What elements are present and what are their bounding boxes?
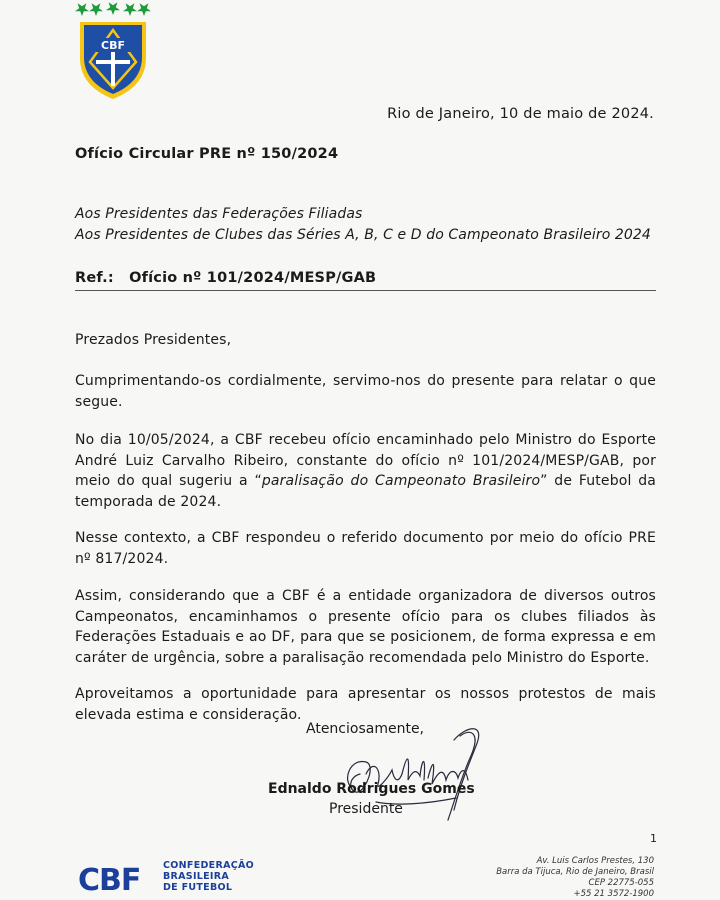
footer-org-line: BRASILEIRA bbox=[163, 871, 230, 882]
addressee-line: Aos Presidentes das Federações Filiadas bbox=[75, 206, 363, 222]
body-paragraph-5: Aproveitamos a oportunidade para apresentar os nossos protestos de mais elevada estima e consideração. bbox=[75, 686, 656, 723]
footer-organization bbox=[163, 860, 254, 893]
cbf-crest-logo bbox=[74, 2, 152, 102]
body-paragraph-2 bbox=[75, 430, 656, 512]
reference-divider bbox=[75, 290, 656, 291]
addressee-line: Aos Presidentes de Clubes das Séries A, B, C e D do Campeonato Brasileiro 2024 bbox=[75, 227, 651, 243]
addressees bbox=[75, 204, 651, 246]
body-paragraph-4: Assim, considerando que a CBF é a entidade organizadora de diversos outros Campeonatos, encaminhamos o presente ofício para os clubes filiados às Federações Estaduais e ao DF, para que se posicionem, de forma expressa e em caráter de urgência, sobre a paralisação recomendada pelo Ministro do Esporte. bbox=[75, 588, 656, 666]
paragraph-text: No dia 10/05/2024, a CBF recebeu ofício encaminhado pelo Ministro do Esporte André Luiz Carvalho Ribeiro, constante do ofício nº 101/2024/MESP/GAB, por meio do qual sugeriu a “ bbox=[75, 432, 656, 489]
signer-role: Presidente bbox=[329, 801, 403, 817]
closing-salutation: Atenciosamente, bbox=[306, 721, 425, 737]
reference-text: Ofício nº 101/2024/MESP/GAB bbox=[129, 270, 377, 286]
footer-org-line: DE FUTEBOL bbox=[163, 882, 233, 893]
footer-org-line: CONFEDERAÇÃO bbox=[163, 860, 255, 871]
footer-logo-text: CBF bbox=[78, 863, 141, 894]
star-icons bbox=[75, 2, 151, 16]
footer-address-line: +55 21 3572-1900 bbox=[573, 889, 654, 899]
letter-date: Rio de Janeiro, 10 de maio de 2024. bbox=[387, 106, 654, 122]
star-icon bbox=[75, 3, 89, 16]
signer-name: Ednaldo Rodrigues Gomes bbox=[268, 781, 475, 797]
body-paragraph-3: Nesse contexto, a CBF respondeu o referido documento por meio do ofício PRE nº 817/2024. bbox=[75, 530, 656, 567]
star-icon bbox=[89, 3, 103, 16]
footer-address-line: Av. Luis Carlos Prestes, 130 bbox=[536, 856, 654, 866]
crest-logo-text: CBF bbox=[101, 39, 125, 52]
star-icon bbox=[123, 3, 137, 16]
paragraph-emphasis: paralisação do Campeonato Brasileiro bbox=[261, 473, 541, 489]
star-icon bbox=[106, 2, 120, 15]
footer-address-line: Barra da Tijuca, Rio de Janeiro, Brasil bbox=[496, 867, 654, 877]
paragraph-text: ” de Futebol da temporada de 2024. bbox=[75, 473, 656, 510]
footer-cbf-logo bbox=[78, 860, 158, 894]
reference-label: Ref.: bbox=[75, 270, 114, 286]
footer-address bbox=[496, 856, 654, 900]
footer-address-line: CEP 22775-055 bbox=[588, 878, 654, 888]
greeting: Prezados Presidentes, bbox=[75, 332, 232, 348]
body-paragraph-1: Cumprimentando-os cordialmente, servimo-nos do presente para relatar o que segue. bbox=[75, 373, 656, 410]
letter-title: Ofício Circular PRE nº 150/2024 bbox=[75, 146, 339, 162]
star-icon bbox=[137, 3, 151, 16]
reference-line bbox=[75, 270, 376, 286]
page-number: 1 bbox=[650, 832, 657, 845]
